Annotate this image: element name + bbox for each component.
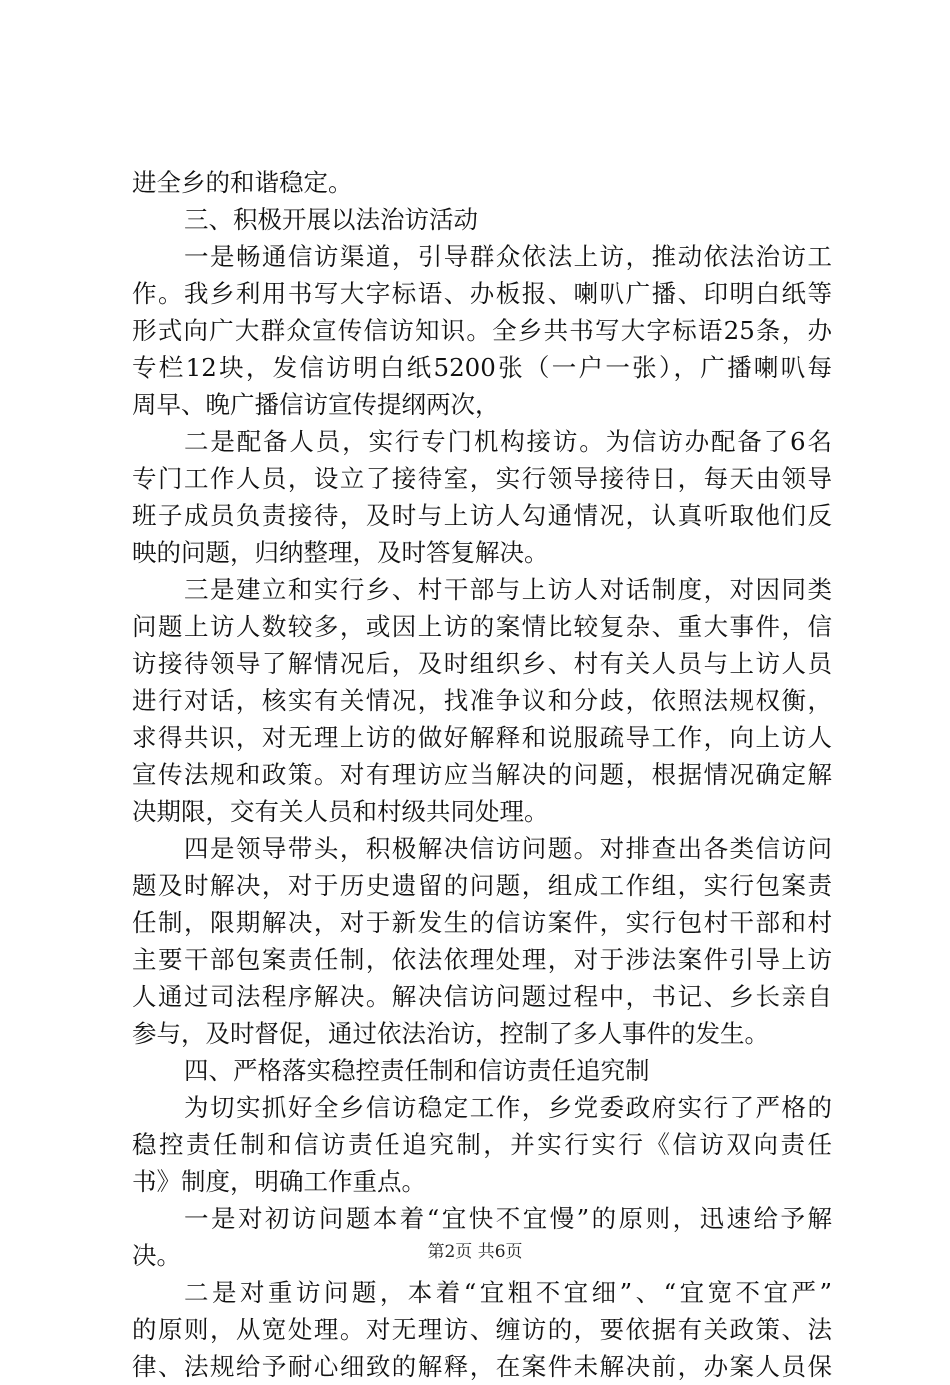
text-line: 决。 [132,1241,181,1270]
text-line: 作。我乡利用书写大字标语、办板报、喇叭广播、印明白纸等 [132,279,832,308]
text-line: 进行对话，核实有关情况，找准争议和分歧，依照法规权衡， [132,686,832,715]
text-line: 人通过司法程序解决。解决信访问题过程中，书记、乡长亲自 [132,982,832,1011]
text-line: 二是对重访问题，本着“宜粗不宜细”、“宜宽不宜严” [184,1278,832,1307]
text-line: 四是领导带头，积极解决信访问题。对排查出各类信访问 [184,834,832,863]
text-line: 书》制度，明确工作重点。 [132,1167,426,1196]
text-line: 参与，及时督促，通过依法治访，控制了多人事件的发生。 [132,1019,769,1048]
text-line: 访接待领导了解情况后，及时组织乡、村有关人员与上访人员 [132,649,832,678]
text-line: 三是建立和实行乡、村干部与上访人对话制度，对因同类 [184,575,832,604]
text-line: 任制，限期解决，对于新发生的信访案件，实行包村干部和村 [132,908,832,937]
page-footer: 第2页 共6页 [427,1242,523,1262]
text-line: 决期限，交有关人员和村级共同处理。 [132,797,549,826]
text-line: 周早、晚广播信访宣传提纲两次， [132,390,500,419]
text-line: 二是配备人员，实行专门机构接访。为信访办配备了6名 [184,427,832,456]
text-line: 班子成员负责接待，及时与上访人勾通情况，认真听取他们反 [132,501,832,530]
text-line: 三、积极开展以法治访活动 [184,205,478,234]
text-line: 映的问题，归纳整理，及时答复解决。 [132,538,549,567]
text-line: 四、严格落实稳控责任制和信访责任追究制 [184,1056,650,1085]
text-line: 稳控责任制和信访责任追究制，并实行实行《信访双向责任 [132,1130,832,1159]
text-line: 宣传法规和政策。对有理访应当解决的问题，根据情况确定解 [132,760,832,789]
text-line: 进全乡的和谐稳定。 [132,168,353,197]
document-body [132,164,832,1385]
text-line: 主要干部包案责任制，依法依理处理，对于涉法案件引导上访 [132,945,832,974]
text-line: 问题上访人数较多，或因上访的案情比较复杂、重大事件，信 [132,612,832,641]
text-line: 的原则，从宽处理。对无理访、缠访的，要依据有关政策、法 [132,1315,832,1344]
text-line: 一是畅通信访渠道，引导群众依法上访，推动依法治访工 [184,242,832,271]
text-line: 一是对初访问题本着“宜快不宜慢”的原则，迅速给予解 [184,1204,832,1233]
text-line: 题及时解决，对于历史遗留的问题，组成工作组，实行包案责 [132,871,832,900]
text-line: 律、法规给予耐心细致的解释，在案件未解决前，办案人员保 [132,1352,832,1381]
text-line: 为切实抓好全乡信访稳定工作，乡党委政府实行了严格的 [184,1093,832,1122]
text-line: 求得共识，对无理上访的做好解释和说服疏导工作，向上访人 [132,723,832,752]
text-line: 形式向广大群众宣传信访知识。全乡共书写大字标语25条，办 [132,316,832,345]
text-line: 专门工作人员，设立了接待室，实行领导接待日，每天由领导 [132,464,832,493]
text-line: 专栏12块，发信访明白纸5200张（一户一张），广播喇叭每 [132,353,832,382]
